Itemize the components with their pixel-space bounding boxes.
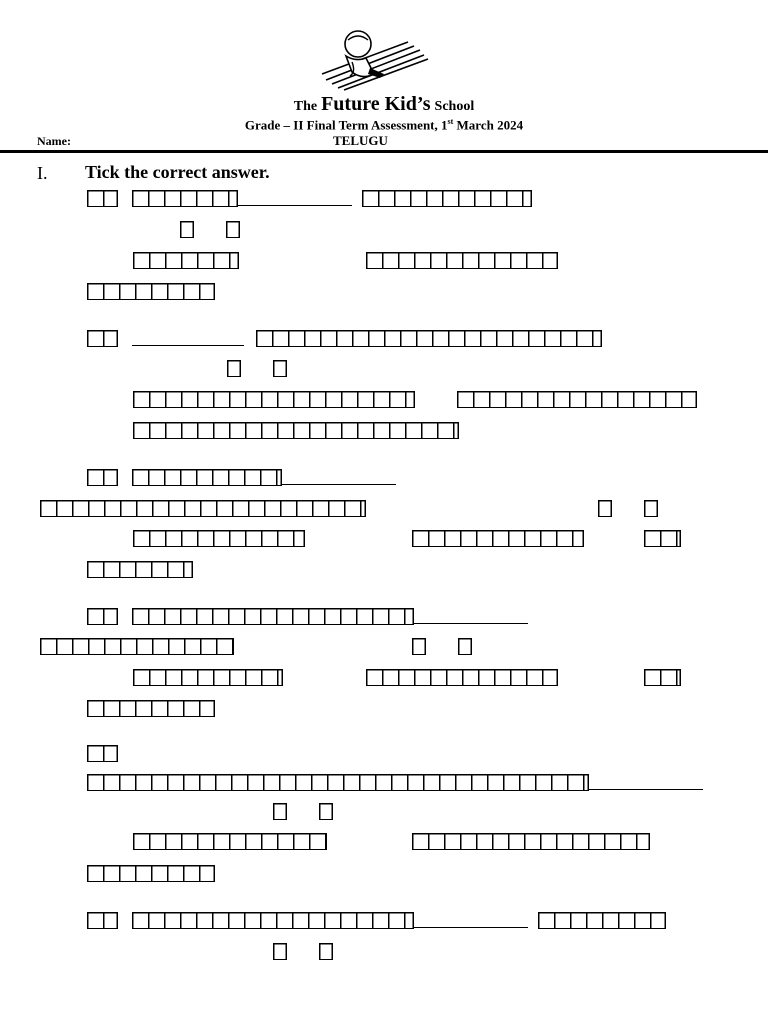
q5-option-b[interactable] [412, 833, 650, 850]
question-2 [87, 330, 602, 347]
q6-stem [132, 912, 414, 929]
title-school: School [434, 99, 475, 114]
school-title [0, 93, 768, 116]
q2-tick-options[interactable] [227, 360, 287, 377]
q6-tail [538, 912, 666, 929]
question-1 [87, 190, 532, 207]
q6-blank[interactable] [414, 913, 528, 928]
q1-blank[interactable] [238, 191, 352, 206]
section-title: Tick the correct answer. [85, 162, 270, 182]
q5-stem [87, 774, 589, 791]
q1-option-b[interactable] [366, 252, 558, 269]
q4-tick-options[interactable] [412, 638, 472, 655]
q1-option-c[interactable] [87, 283, 215, 300]
q6-tick-options[interactable] [273, 943, 333, 960]
q4-blank[interactable] [414, 609, 528, 624]
school-logo [318, 28, 430, 92]
subject-label: TELUGU [333, 133, 388, 148]
q1-stem [132, 190, 238, 207]
q5-option-c[interactable] [87, 865, 215, 882]
q3-tick-options[interactable] [598, 500, 658, 517]
q1-tail [362, 190, 532, 207]
question-5 [87, 774, 703, 791]
q4-option-c[interactable] [644, 669, 681, 686]
q3-option-a[interactable] [133, 530, 305, 547]
q5-option-a[interactable] [133, 833, 327, 850]
q3-option-b[interactable] [412, 530, 584, 547]
question-4 [87, 608, 528, 625]
q4-stem [132, 608, 414, 625]
subtitle-date: March 2024 [453, 117, 524, 133]
q4-number [87, 608, 118, 625]
q2-blank[interactable] [132, 331, 244, 346]
q5-tick-options[interactable] [273, 803, 333, 820]
header-divider [0, 150, 768, 153]
q3-option-c[interactable] [644, 530, 681, 547]
q3-number [87, 469, 118, 486]
question-6 [87, 912, 666, 929]
title-the: The [293, 99, 318, 114]
q4-tail [40, 638, 234, 655]
question-5-number [87, 745, 118, 762]
q3-blank[interactable] [282, 470, 396, 485]
q1-option-a[interactable] [133, 252, 239, 269]
q1-tick-options[interactable] [180, 221, 240, 238]
q1-number [87, 190, 118, 207]
q3-stem [132, 469, 282, 486]
q2-option-c[interactable] [133, 422, 459, 439]
q2-option-a[interactable] [133, 391, 415, 408]
q3-tail [40, 500, 366, 517]
section-number: I. [37, 163, 48, 183]
q2-number [87, 330, 118, 347]
question-3 [87, 469, 396, 486]
q2-tail [256, 330, 602, 347]
title-main: Future Kid’s [321, 93, 431, 115]
name-label: Name: [37, 134, 71, 148]
q4-option-c-cont [87, 700, 215, 717]
assessment-subtitle [0, 117, 768, 133]
q5-blank[interactable] [589, 775, 703, 790]
q4-option-b[interactable] [366, 669, 558, 686]
q2-option-b[interactable] [457, 391, 697, 408]
q3-option-c-cont [87, 561, 193, 578]
q4-option-a[interactable] [133, 669, 283, 686]
q6-number [87, 912, 118, 929]
subtitle-text: Grade – II Final Term Assessment, 1 [244, 117, 448, 133]
subtitle-sup: st [447, 117, 454, 126]
